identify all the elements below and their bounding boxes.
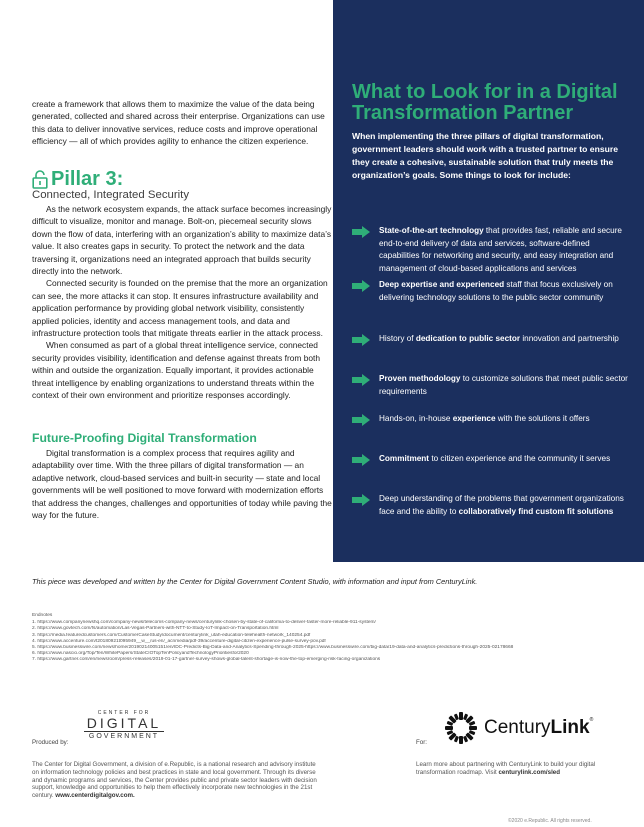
centurylink-logo	[444, 711, 593, 745]
arrow-right-icon	[352, 374, 370, 386]
criteria-item: Commitment to citizen experience and the community it serves	[352, 453, 634, 466]
endnote-item[interactable]: 5. https://www.businesswire.com/news/home/20190214005151/en/IDC-Predicts-Big-Data-and-Analytics-Spending-through-2025-https://www.businesswire.com/big-data/19-data-and-analytics-predictions-through-2025-02178668	[32, 645, 514, 651]
criteria-item: Deep understanding of the problems that government organizations face and the ability to collaboratively find custom fit solutions	[352, 493, 634, 518]
centurylink-starburst-icon	[444, 711, 478, 745]
endnotes-title: Endnotes	[32, 613, 53, 618]
criteria-item: State-of-the-art technology that provides fast, reliable and secure end-to-end delivery of data and services, software-defined capabilities for networking and security, and easy integration and management of cloud-based applications and services	[352, 225, 634, 275]
cdg-url-link[interactable]: www.centerdigitalgov.com.	[55, 792, 135, 800]
produced-by-label: Produced by:	[32, 739, 69, 746]
intro-text	[32, 98, 332, 148]
cdg-description: The Center for Digital Government, a division of e.Republic, is a national research and advisory institute on information technology policies and best practices in state and local government. Through its diverse and dynamic programs and services, the Center provides public and private sector leaders with decision support, knowledge and opportunities to help them effectively incorporate new technologies in the 21st century. www.centerdigitalgov.com.	[32, 761, 317, 800]
pillar-title: Pillar 3:	[51, 168, 124, 190]
endnote-item[interactable]: 3. https://media.featuredcustomers.com/CustomerCaseStudy/document/centurylink_utah-education-telehealth-network_140254.pdf	[32, 632, 311, 638]
arrow-right-icon	[352, 454, 370, 466]
pillar-heading-row	[32, 168, 123, 190]
endnote-item[interactable]: 4. https://www.accenture.com/t20180921t095949__w__/us-en/_acnmedia/pdf-39/accenture-digital-citizen-experience-pulse-survey-pov.pdf	[32, 638, 326, 644]
criteria-item: Hands-on, in-house experience with the solutions it offers	[352, 413, 634, 426]
future-section-title: Future-Proofing Digital Transformation	[32, 431, 257, 445]
arrow-right-icon	[352, 494, 370, 506]
partner-section-intro: When implementing the three pillars of digital transformation, government leaders should work with a trusted partner to ensure they create a cohesive, sustainable solution that truly meets the organization’s goals. Some things to look for include:	[352, 131, 618, 180]
endnote-item[interactable]: 7. https://www.gartner.com/en/newsroom/press-releases/2019-01-17-gartner-survey-shows-global-talent-shortage-is-now-the-top-emerging-risk-facing-organizations	[32, 657, 381, 663]
centurylink-description: Learn more about partnering with CenturyLink to build your digital transformation roadmap. Visit centurylink.com/sled	[416, 761, 596, 776]
endnote-item[interactable]: 6. https://www.nascio.org/Top/Ten/WhitePapers/StateCIOTopTenPolicyandTechnologyPrioritiesfor2020	[32, 651, 249, 657]
pillar-subtitle: Connected, Integrated Security	[32, 189, 190, 201]
credit-line: This piece was developed and written by the Center for Digital Government Content Studio, with information and input from CenturyLink.	[32, 577, 478, 586]
endnote-item[interactable]: 2. https://www.govtech.com/fs/automation/Las-Vegas-Partners-with-NTT-to-Study-IoT-Impact-on-Transportation.html	[32, 626, 279, 632]
body-paragraph: As the network ecosystem expands, the attack surface becomes increasingly difficult to visualize, monitor and manage. Bolt-on, piecemeal security slows down the flow of data, interfering with an organization’s ability to maximize data’s value. It also creates gaps in security. To protect the network and the data traversing it, organizations need an integrated approach that builds security directly into the network.	[32, 204, 332, 277]
body-paragraph: Connected security is founded on the premise that the more an organization can see, the more attacks it can stop. It ensures infrastructure availability and application performance by providing global network visibility, consistently applied policies, identity and access management tools, and data and infrastructure protection tools that mitigate threats earlier in the attack process.	[32, 278, 328, 339]
padlock-icon	[32, 170, 48, 189]
pillar-body	[32, 203, 332, 402]
endnote-item[interactable]: 1. https://www.companynewshq.com/company-news/telecoms-company-news/centurylink-chosen-by-state-of-california-to-deliver-faster-more-reliable-911-system/	[32, 620, 376, 626]
centurylink-wordmark: CenturyLink®	[484, 717, 594, 738]
intro-paragraph: create a framework that allows them to maximize the value of the data being generated, collected and shared across their enterprise. Organizations can use this data to deliver innovative services, reduce costs and improve operational efficiency — all of which provides agility to enhance the citizen experience.	[32, 99, 325, 147]
arrow-right-icon	[352, 414, 370, 426]
centurylink-url-link[interactable]: centurylink.com/sled	[498, 768, 561, 776]
cdg-logo: CENTER FOR DIGITAL GOVERNMENT	[84, 710, 164, 740]
criteria-item: Proven methodology to customize solutions that meet public sector requirements	[352, 373, 634, 398]
arrow-right-icon	[352, 280, 370, 292]
criteria-item: History of dedication to public sector innovation and partnership	[352, 333, 634, 346]
partner-section-title: What to Look for in a Digital Transformation Partner	[352, 81, 618, 124]
for-label: For:	[416, 739, 428, 746]
arrow-right-icon	[352, 334, 370, 346]
body-paragraph: Digital transformation is a complex process that requires agility and adaptability over time. With the three pillars of digital transformation — an adaptive network, cloud-based services and built-in security — state and local governments will be well positioned to move forward with modernization efforts that address the changes, challenges and opportunities of today while paving the way for the future.	[32, 448, 332, 521]
future-body	[32, 447, 332, 521]
copyright-notice: ©2020 e.Republic. All rights reserved.	[508, 818, 592, 824]
arrow-right-icon	[352, 226, 370, 238]
criteria-item: Deep expertise and experienced staff that focus exclusively on delivering technology solutions to the public sector community	[352, 279, 634, 304]
endnotes	[32, 613, 632, 664]
body-paragraph: When consumed as part of a global threat intelligence service, connected security provides visibility, identification and defense against threats from both within and outside the organization. Equally important, it provides actionable threat intelligence by enabling organizations to understand threats within the context of their own environment and prioritize responses accordingly.	[32, 340, 320, 401]
